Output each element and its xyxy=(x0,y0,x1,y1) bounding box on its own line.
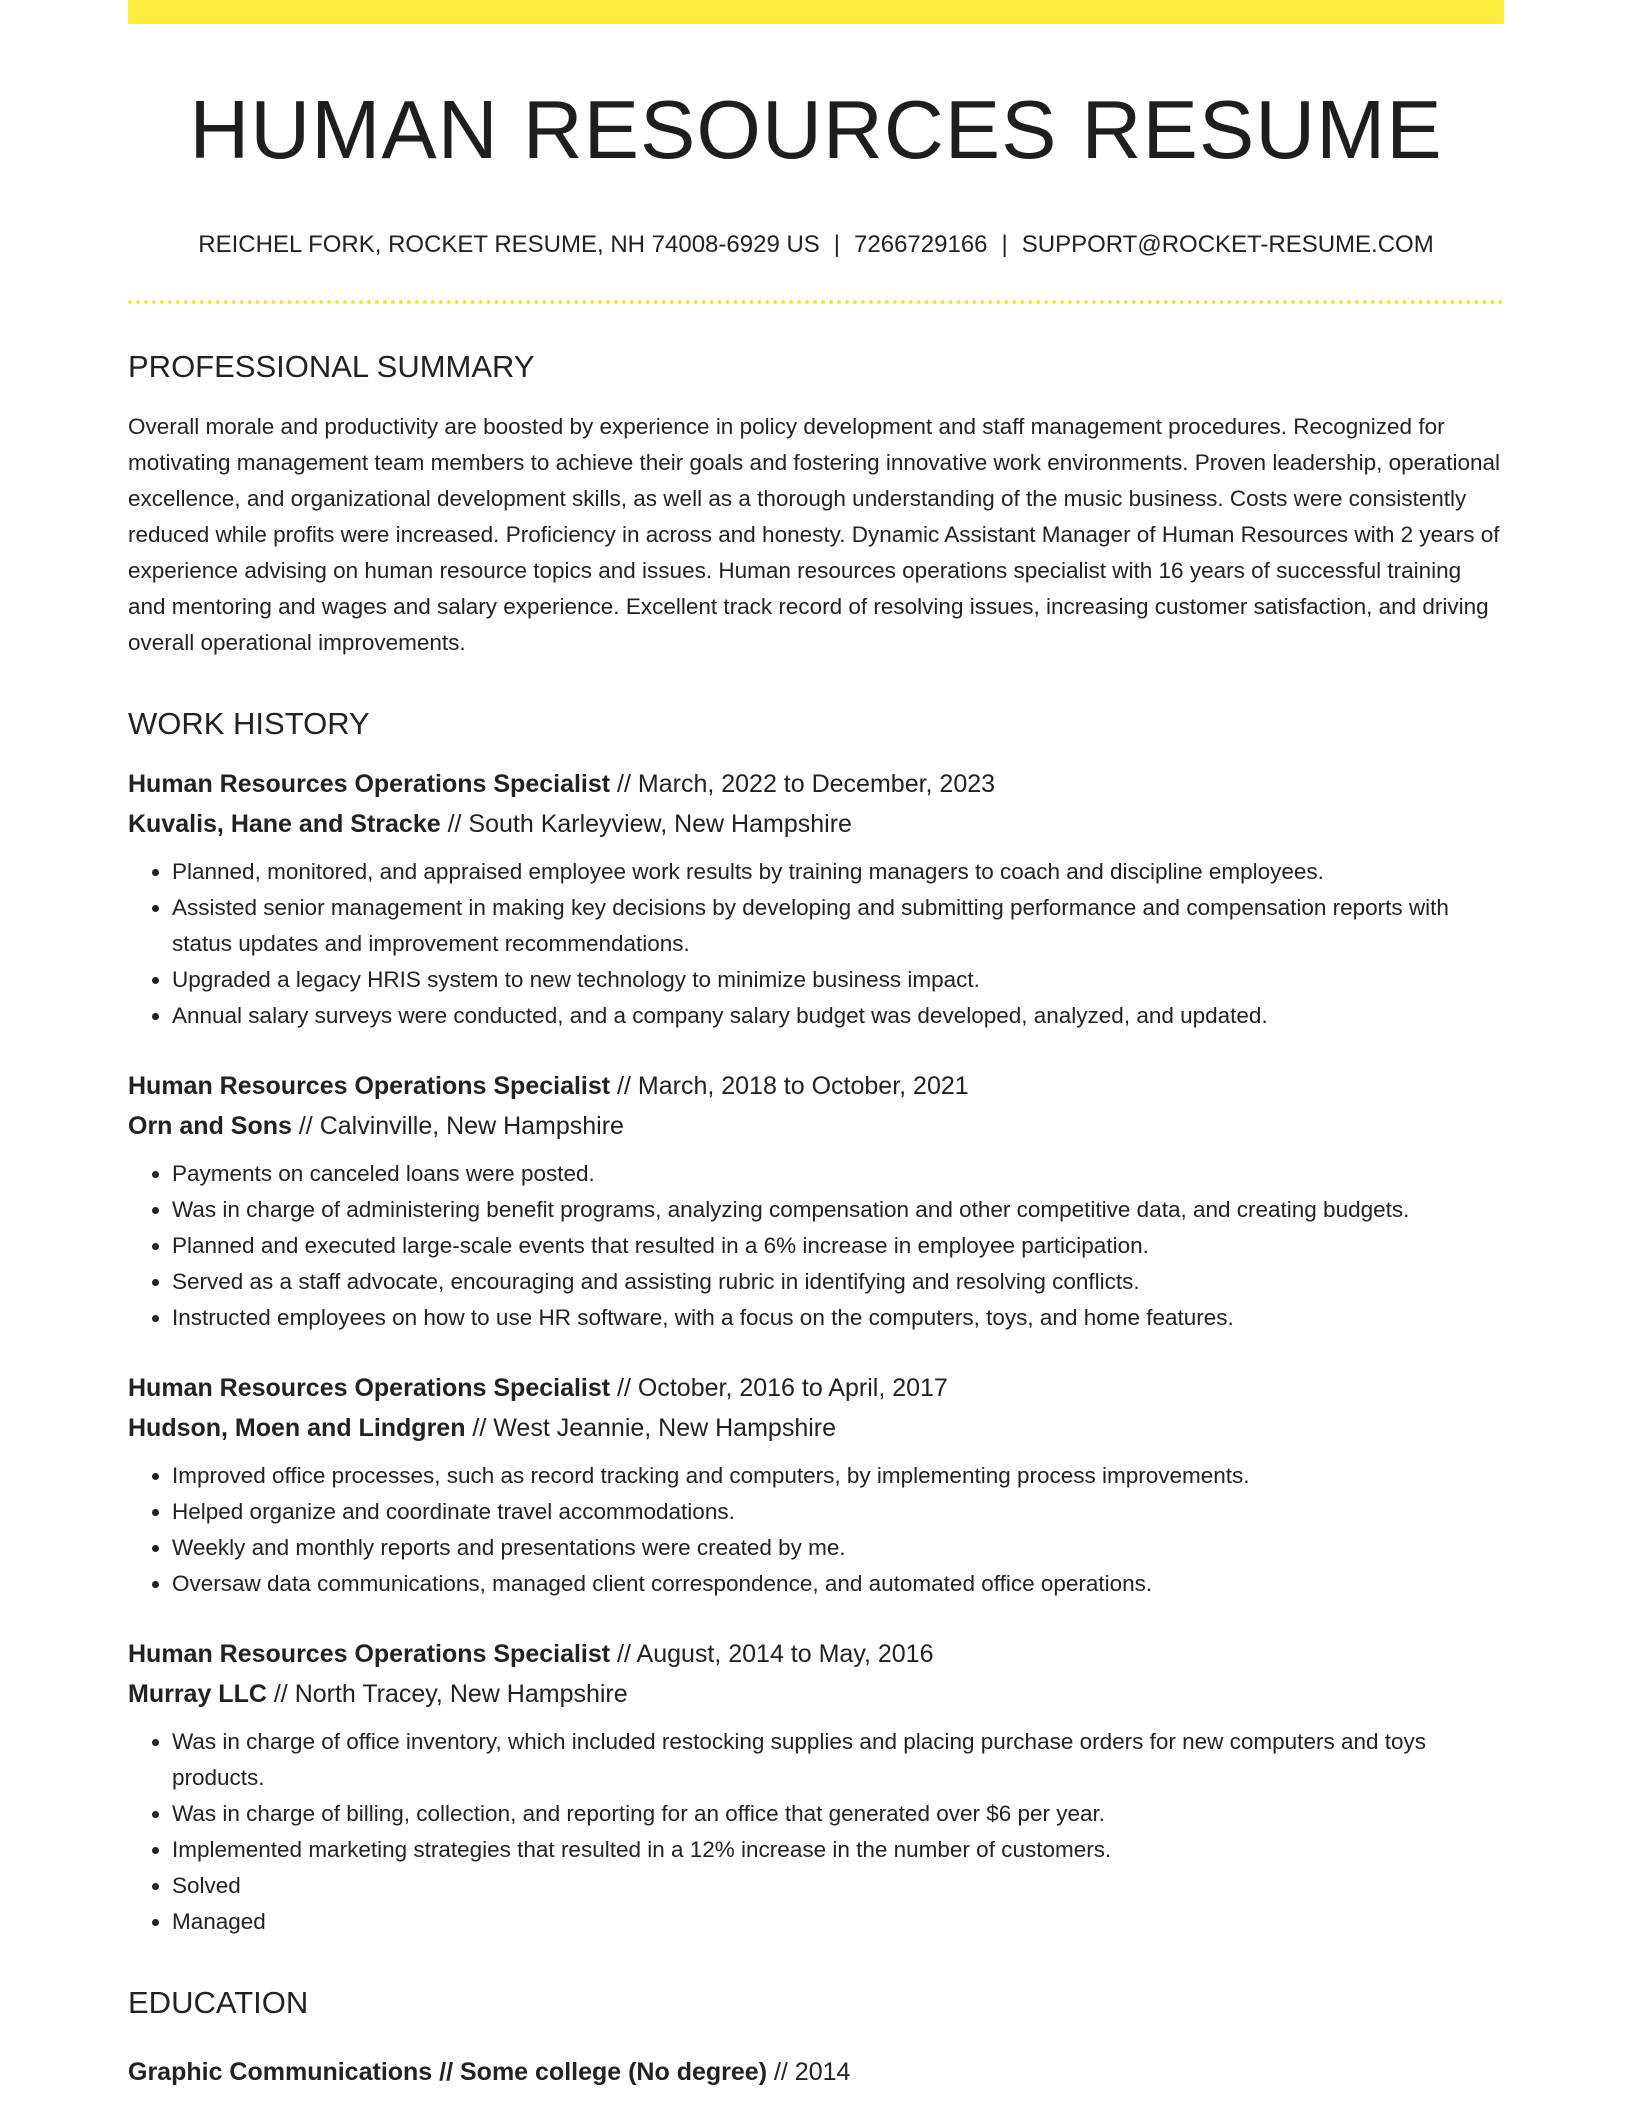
job-title-line xyxy=(128,1066,1504,1106)
job-bullet: • Helped organize and coordinate travel accommodations. xyxy=(172,1494,1504,1530)
job-bullet-list xyxy=(128,1156,1504,1336)
education-heading: EDUCATION xyxy=(128,1985,309,2021)
summary-heading: PROFESSIONAL SUMMARY xyxy=(128,349,535,385)
summary-text: Overall morale and productivity are boosted by experience in policy development and staff management procedures. Recognized for motivating management team members to achieve their goals and fostering innovative work environments. Proven leadership, operational excellence, and organizational development skills, as well as a thorough understanding of the music business. Costs were consistently reduced while profits were increased. Proficiency in across and honesty. Dynamic Assistant Manager of Human Resources with 2 years of experience advising on human resource topics and issues. Human resources operations specialist with 16 years of successful training and mentoring and wages and salary experience. Excellent track record of resolving issues, increasing customer satisfaction, and driving overall operational improvements. xyxy=(128,414,1500,656)
job-bullet: • Annual salary surveys were conducted, and a company salary budget was developed, analyzed, and updated. xyxy=(172,998,1504,1034)
job-bullet: • Was in charge of billing, collection, and reporting for an office that generated over $6 per year. xyxy=(172,1796,1504,1832)
job-company: Murray LLC xyxy=(128,1680,267,1709)
job-bullet: • Was in charge of office inventory, which included restocking supplies and placing purchase orders for new computers and toys products. xyxy=(172,1724,1504,1796)
job-bullet: • Oversaw data communications, managed client correspondence, and automated office operations. xyxy=(172,1566,1504,1602)
job-bullet: • Planned, monitored, and appraised employee work results by training managers to coach and discipline employees. xyxy=(172,854,1504,890)
job-dates: // October, 2016 to April, 2017 xyxy=(610,1374,948,1403)
job-bullet: • Weekly and monthly reports and presentations were created by me. xyxy=(172,1530,1504,1566)
contact-line xyxy=(128,231,1504,260)
job-bullet-list xyxy=(128,1724,1504,1940)
job-bullet: • Solved xyxy=(172,1868,1504,1904)
job-company: Kuvalis, Hane and Stracke xyxy=(128,810,441,839)
job-company-line xyxy=(128,1408,1504,1448)
job-dates: // August, 2014 to May, 2016 xyxy=(610,1640,934,1669)
job-company-line xyxy=(128,1674,1504,1714)
job-location: // South Karleyview, New Hampshire xyxy=(440,810,852,839)
accent-top-bar xyxy=(128,0,1504,24)
job-title: Human Resources Operations Specialist xyxy=(128,1374,611,1403)
education-year: // 2014 xyxy=(767,2057,851,2086)
job-entry xyxy=(128,1368,1504,1602)
job-title: Human Resources Operations Specialist xyxy=(128,770,611,799)
education-degree: Graphic Communications // Some college (No degree) xyxy=(128,2057,768,2086)
job-bullet: • Improved office processes, such as record tracking and computers, by implementing process improvements. xyxy=(172,1458,1504,1494)
job-dates: // March, 2022 to December, 2023 xyxy=(610,770,996,799)
job-entry xyxy=(128,1634,1504,1940)
job-bullet: • Instructed employees on how to use HR software, with a focus on the computers, toys, and home features. xyxy=(172,1300,1504,1336)
job-bullet: • Served as a staff advocate, encouraging and assisting rubric in identifying and resolving conflicts. xyxy=(172,1264,1504,1300)
job-bullet: • Upgraded a legacy HRIS system to new technology to minimize business impact. xyxy=(172,962,1504,998)
job-title: Human Resources Operations Specialist xyxy=(128,1072,611,1101)
job-company-line xyxy=(128,1106,1504,1146)
job-dates: // March, 2018 to October, 2021 xyxy=(610,1072,969,1101)
contact-separator: | xyxy=(833,231,841,259)
job-title-line xyxy=(128,764,1504,804)
job-entry xyxy=(128,764,1504,1034)
contact-address: REICHEL FORK, ROCKET RESUME, NH 74008-6929 US xyxy=(198,231,820,259)
job-bullet-list xyxy=(128,1458,1504,1602)
job-entry xyxy=(128,1066,1504,1336)
job-bullet: • Payments on canceled loans were posted. xyxy=(172,1156,1504,1192)
job-location: // North Tracey, New Hampshire xyxy=(266,1680,628,1709)
job-bullet: • Planned and executed large-scale events that resulted in a 6% increase in employee participation. xyxy=(172,1228,1504,1264)
work-history-heading: WORK HISTORY xyxy=(128,706,370,742)
job-location: // West Jeannie, New Hampshire xyxy=(465,1414,837,1443)
job-location: // Calvinville, New Hampshire xyxy=(291,1112,624,1141)
job-bullet: • Assisted senior management in making key decisions by developing and submitting performance and compensation reports with status updates and improvement recommendations. xyxy=(172,890,1504,962)
contact-email: SUPPORT@ROCKET-RESUME.COM xyxy=(1021,231,1434,259)
job-company: Orn and Sons xyxy=(128,1112,292,1141)
job-bullet: • Was in charge of administering benefit programs, analyzing compensation and other competitive data, and creating budgets. xyxy=(172,1192,1504,1228)
job-bullet-list xyxy=(128,854,1504,1034)
job-bullet: • Managed xyxy=(172,1904,1504,1940)
resume-page xyxy=(128,0,1504,2092)
job-title-line xyxy=(128,1634,1504,1674)
contact-separator: | xyxy=(1001,231,1008,259)
resume-title: HUMAN RESOURCES RESUME xyxy=(189,83,1443,176)
contact-phone: 7266729166 xyxy=(854,231,988,259)
dotted-divider xyxy=(128,300,1504,304)
job-company: Hudson, Moen and Lindgren xyxy=(128,1414,466,1443)
job-company-line xyxy=(128,804,1504,844)
work-history-list xyxy=(128,764,1504,1940)
job-bullet: • Implemented marketing strategies that resulted in a 12% increase in the number of customers. xyxy=(172,1832,1504,1868)
job-title-line xyxy=(128,1368,1504,1408)
education-entry xyxy=(128,2052,1504,2092)
job-title: Human Resources Operations Specialist xyxy=(128,1640,611,1669)
